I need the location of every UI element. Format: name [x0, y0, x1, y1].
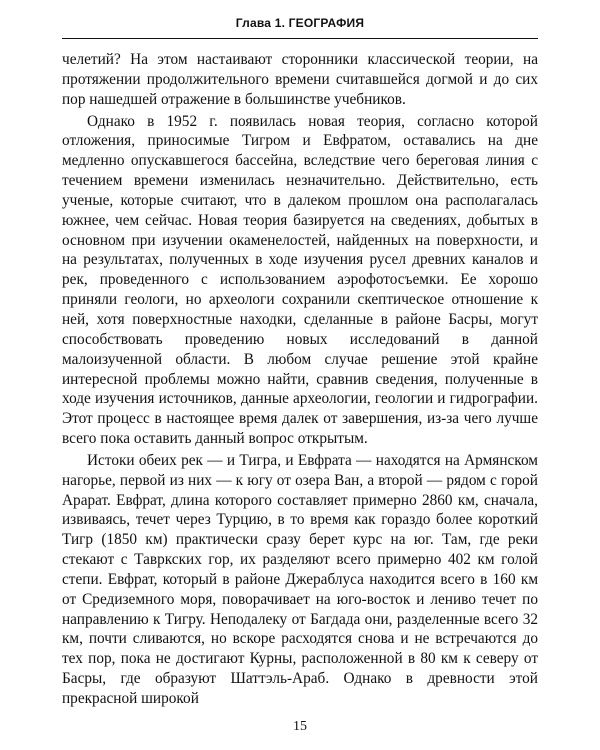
body-text [62, 50, 538, 711]
paragraph-new-theory: Однако в 1952 г. появилась новая теория, согласно которой отложения, приносимые Тигром и Евфратом, оставались на дне медленно опускавшегося бассейна, вследствие чего береговая линия с течением времени изменилась незначительно. Действительно, есть ученые, которые считают, что в далеком прошлом она располагалась южнее, чем сейчас. Новая теория базируется на сведениях, добытых в основном при изучении окаменелостей, найденных на поверхности, и на результатах, полученных в ходе изучения русел древних каналов и рек, проведенного с использованием аэрофотосъемки. Ее хорошо приняли геологи, но археологи сохранили скептическое отношение к ней, хотя поверхностные находки, сделанные в районе Басры, могут способствовать проведению новых исследований в данной малоизученной области. В любом случае решение этой крайне интересной проблемы можно найти, сравнив сведения, полученные в ходе изучения источников, данные археологии, геологии и гидрографии. Этот процесс в настоящее время далек от завершения, из-за чего лучше всего пока оставить данный вопрос открытым. [62, 112, 538, 448]
page-number: 15 [293, 719, 307, 734]
chapter-title: Глава 1. ГЕОГРАФИЯ [235, 16, 365, 30]
paragraph-continuation: челетий? На этом настаивают сторонники классической теории, на протяжении продолжительного времени считавшейся догмой и до сих пор нашедшей отражение в большинстве учебников. [62, 51, 538, 108]
paragraph-river-sources: Истоки обеих рек — и Тигра, и Евфрата — находятся на Армянском нагорье, первой из них — к югу от озера Ван, а второй — рядом с горой Арарат. Евфрат, длина которого составляет примерно 2860 км, сначала, извиваясь, течет через Турцию, в то время как гораздо более короткий Тигр (1850 км) практически сразу берет курс на юг. Там, где реки стекают с Тавркских гор, их разделяют всего примерно 402 км голой степи. Евфрат, который в районе Джераблуса находится всего в 160 км от Средиземного моря, поворачивает на юго-восток и лениво течет по направлению к Тигру. Неподалеку от Багдада они, разделенные всего 32 км, почти сливаются, но вскоре расходятся снова и не встречаются до тех пор, пока не достигают Курны, расположенной в 80 км к северу от Басры, где образуют Шаттэль-Араб. Однако в древности этой прекрасной широкой [62, 451, 538, 707]
running-header [62, 8, 538, 39]
